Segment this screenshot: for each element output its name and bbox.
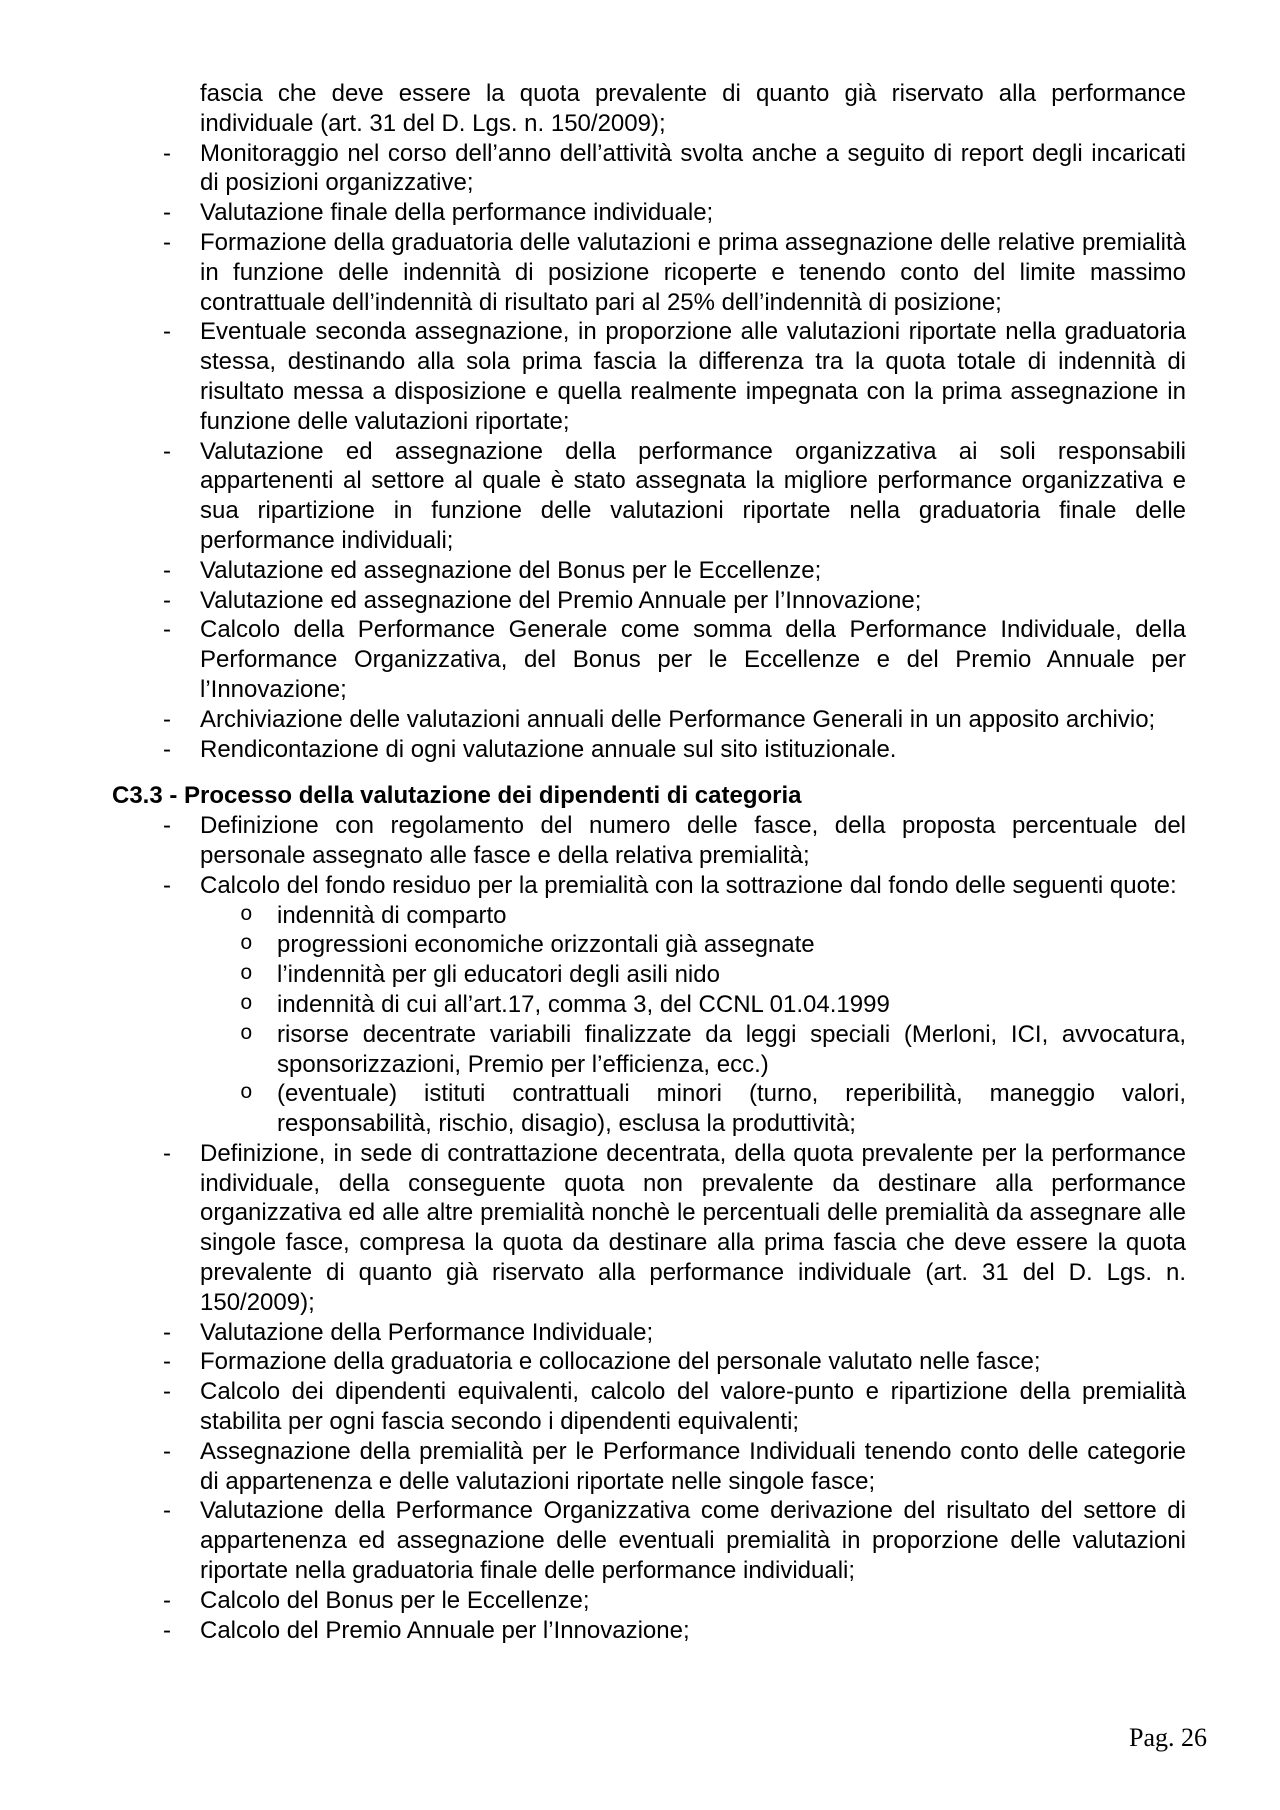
list-item	[240, 901, 1186, 931]
list-item-text: Calcolo della Performance Generale come somma della Performance Individuale, della Performance Organizzativa, del Bonus per le Eccellenze e del Premio Annuale per l’Innovazione;	[200, 616, 1186, 703]
list-item	[163, 735, 1186, 765]
dash-bullet-marker: -	[163, 1139, 171, 1167]
circle-bullet-marker: o	[240, 963, 253, 987]
dash-bullet-marker: -	[163, 812, 171, 840]
list-item-text: Rendicontazione di ogni valutazione annuale sul sito istituzionale.	[200, 735, 897, 763]
list-item-text: Calcolo del fondo residuo per la premialità con la sottrazione dal fondo delle seguenti quote:	[200, 871, 1177, 899]
list-item	[163, 1318, 1186, 1348]
list-item-text: Valutazione finale della performance individuale;	[200, 199, 714, 227]
list-item-text: Valutazione ed assegnazione del Premio Annuale per l’Innovazione;	[200, 586, 922, 614]
list-item	[163, 1377, 1186, 1437]
list-item	[240, 990, 1186, 1020]
list-item-text: Valutazione della Performance Organizzativa come derivazione del risultato del settore di appartenenza ed assegnazione delle eventuali premialità in proporzione delle valutazioni riportate nella graduatoria finale delle performance individuali;	[200, 1497, 1186, 1585]
list-item	[240, 1020, 1186, 1080]
list-item	[163, 586, 1186, 616]
dash-bullet-marker: -	[163, 1497, 171, 1525]
list-item-text: Monitoraggio nel corso dell’anno dell’attività svolta anche a seguito di report degli incaricati di posizioni organizzative;	[200, 139, 1186, 197]
list-item	[163, 705, 1186, 735]
circle-bullet-marker: o	[240, 1082, 253, 1106]
dash-bullet-marker: -	[163, 139, 171, 167]
section-heading: C3.3 - Processo della valutazione dei dipendenti di categoria	[112, 782, 802, 810]
dash-bullet-marker: -	[163, 318, 171, 346]
list-item	[163, 811, 1186, 871]
list-item	[163, 1139, 1186, 1318]
list-item	[163, 556, 1186, 586]
page-number: Pag. 26	[1129, 1723, 1207, 1752]
dash-bullet-marker: -	[163, 616, 171, 644]
circle-bullet-marker: o	[240, 992, 253, 1016]
list-item	[163, 1437, 1186, 1497]
list-item	[163, 871, 1186, 901]
list-item-text: l’indennità per gli educatori degli asili nido	[277, 961, 720, 989]
list-item-text: Archiviazione delle valutazioni annuali delle Performance Generali in un apposito archivio;	[200, 705, 1156, 733]
list-item	[163, 198, 1186, 228]
list-item-text: Definizione con regolamento del numero delle fasce, della proposta percentuale del personale assegnato alle fasce e della relativa premialità;	[200, 812, 1186, 869]
list-item-text: Formazione della graduatoria e collocazione del personale valutato nelle fasce;	[200, 1348, 1041, 1376]
bullet-list-part-1	[163, 79, 1186, 764]
list-item-text: Calcolo dei dipendenti equivalenti, calcolo del valore-punto e ripartizione della premialità stabilita per ogni fascia secondo i dipendenti equivalenti;	[200, 1378, 1186, 1436]
list-item-text: (eventuale) istituti contrattuali minori (turno, reperibilità, maneggio valori, responsabilità, rischio, disagio), esclusa la produttività;	[277, 1080, 1186, 1138]
list-item	[240, 1079, 1186, 1139]
list-item	[163, 615, 1186, 704]
list-item-text: Valutazione ed assegnazione del Bonus per le Eccellenze;	[200, 556, 822, 584]
dash-bullet-marker: -	[163, 199, 171, 227]
dash-bullet-marker: -	[163, 437, 171, 465]
list-item-text: Valutazione ed assegnazione della performance organizzativa ai soli responsabili appartenenti al settore al quale è stato assegnata la migliore performance organizzativa e sua ripartizione in funzione delle valutazioni riportate nella graduatoria finale delle performance individuali;	[200, 437, 1186, 554]
list-item-text: Definizione, in sede di contrattazione decentrata, della quota prevalente per la performance individuale, della conseguente quota non prevalente da destinare alla performance organizzativa ed alle altre premialità nonchè le percentuali delle premialità da assegnare alle singole fasce, compresa la quota da destinare alla prima fascia che deve essere la quota prevalente di quanto già riservato alla performance individuale (art. 31 del D. Lgs. n. 150/2009);	[200, 1139, 1186, 1316]
list-item	[163, 1616, 1186, 1646]
list-item-text: indennità di comparto	[277, 901, 507, 929]
list-item-text: Calcolo del Bonus per le Eccellenze;	[200, 1586, 590, 1614]
list-item-text: Calcolo del Premio Annuale per l’Innovazione;	[200, 1616, 690, 1644]
dash-bullet-marker: -	[163, 1616, 171, 1644]
list-item	[240, 930, 1186, 960]
list-item-text: fascia che deve essere la quota prevalente di quanto già riservato alla performance individuale (art. 31 del D. Lgs. n. 150/2009);	[200, 80, 1186, 137]
list-item-text: Eventuale seconda assegnazione, in proporzione alle valutazioni riportate nella graduatoria stessa, destinando alla sola prima fascia la differenza tra la quota totale di indennità di risultato messa a disposizione e quella realmente impegnata con la prima assegnazione in funzione delle valutazioni riportate;	[200, 318, 1186, 435]
dash-bullet-marker: -	[163, 586, 171, 614]
list-item-text: Formazione della graduatoria delle valutazioni e prima assegnazione delle relative premialità in funzione delle indennità di posizione ricoperte e tenendo conto del limite massimo contrattuale dell’indennità di risultato pari al 25% dell’indennità di posizione;	[200, 228, 1186, 316]
circle-bullet-marker: o	[240, 933, 253, 957]
list-item	[163, 1496, 1186, 1585]
bullet-list-part-2	[163, 811, 1186, 1645]
list-item	[240, 960, 1186, 990]
list-item	[163, 139, 1186, 199]
document-content	[112, 79, 1186, 1645]
paragraph-continuation	[200, 79, 1186, 139]
list-item	[163, 1586, 1186, 1616]
list-item-text: Valutazione della Performance Individuale;	[200, 1318, 654, 1346]
dash-bullet-marker: -	[163, 1378, 171, 1406]
list-item-text: progressioni economiche orizzontali già assegnate	[277, 931, 815, 959]
list-item-text: risorse decentrate variabili finalizzate da leggi speciali (Merloni, ICI, avvocatura, sponsorizzazioni, Premio per l’efficienza, ecc.)	[277, 1020, 1186, 1078]
list-item-text: indennità di cui all’art.17, comma 3, del CCNL 01.04.1999	[277, 990, 890, 1018]
list-item-text: Assegnazione della premialità per le Performance Individuali tenendo conto delle categorie di appartenenza e delle valutazioni riportate nelle singole fasce;	[200, 1437, 1186, 1495]
dash-bullet-marker: -	[163, 1437, 171, 1465]
dash-bullet-marker: -	[163, 1586, 171, 1614]
dash-bullet-marker: -	[163, 735, 171, 763]
circle-bullet-marker: o	[240, 1022, 253, 1046]
list-item	[163, 437, 1186, 556]
dash-bullet-marker: -	[163, 1318, 171, 1346]
list-item	[163, 317, 1186, 436]
list-item	[163, 1347, 1186, 1377]
circle-bullet-marker: o	[240, 903, 253, 927]
list-item	[163, 228, 1186, 317]
dash-bullet-marker: -	[163, 556, 171, 584]
dash-bullet-marker: -	[163, 228, 171, 256]
dash-bullet-marker: -	[163, 705, 171, 733]
dash-bullet-marker: -	[163, 1348, 171, 1376]
dash-bullet-marker: -	[163, 871, 171, 899]
